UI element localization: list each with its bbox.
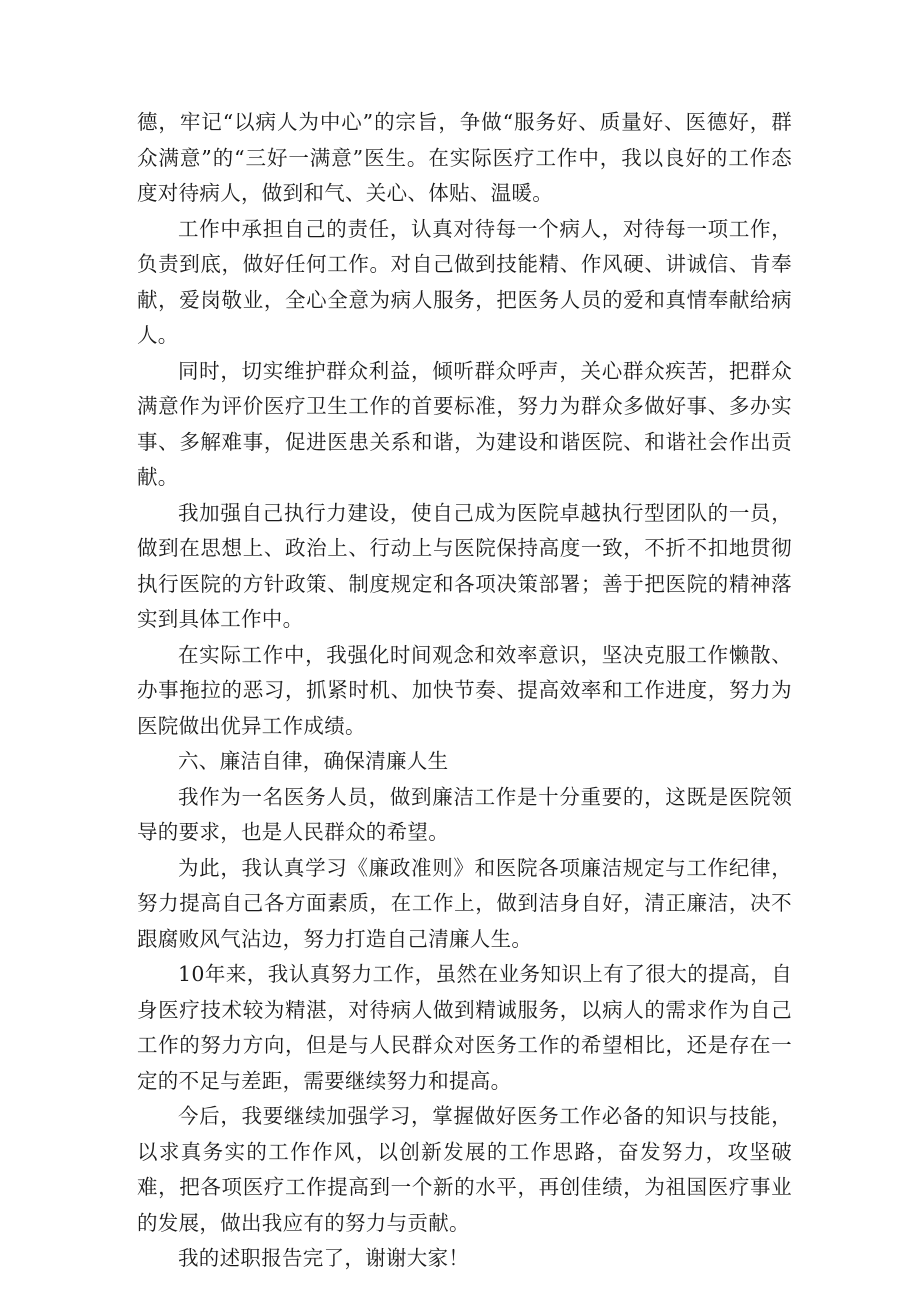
paragraph: 为此，我认真学习《廉政准则》和医院各项廉洁规定与工作纪律，努力提高自己各方面素质，在工作上，做到洁身自好，清正廉洁，决不跟腐败风气沾边，努力打造自己清廉人生。 (137, 855, 792, 951)
paragraph: 10年来，我认真努力工作，虽然在业务知识上有了很大的提高，自身医疗技术较为精湛，对待病人做到精诚服务，以病人的需求作为自己工作的努力方向，但是与人民群众对医务工作的希望相比，还是存在一定的不足与差距，需要继续努力和提高。 (137, 962, 792, 1093)
paragraph: 在实际工作中，我强化时间观念和效率意识，坚决克服工作懒散、办事拖拉的恶习，抓紧时机、加快节奏、提高效率和工作进度，努力为医院做出优异工作成绩。 (137, 642, 792, 738)
paragraph: 我加强自己执行力建设，使自己成为医院卓越执行型团队的一员，做到在思想上、政治上、行动上与医院保持高度一致，不折不扣地贯彻执行医院的方针政策、制度规定和各项决策部署；善于把医院的精神落实到具体工作中。 (137, 500, 792, 631)
paragraph: 工作中承担自己的责任，认真对待每一个病人，对待每一项工作，负责到底，做好任何工作。对自己做到技能精、作风硬、讲诚信、肯奉献，爱岗敬业，全心全意为病人服务，把医务人员的爱和真情奉献给病人。 (137, 216, 792, 347)
paragraph: 我作为一名医务人员，做到廉洁工作是十分重要的，这既是医院领导的要求，也是人民群众的希望。 (137, 784, 792, 844)
paragraph: 同时，切实维护群众利益，倾听群众呼声，关心群众疾苦，把群众满意作为评价医疗卫生工作的首要标准，努力为群众多做好事、多办实事、多解难事，促进医患关系和谐，为建设和谐医院、和谐社会作出贡献。 (137, 358, 792, 489)
closing-line: 我的述职报告完了，谢谢大家！ (178, 1246, 470, 1270)
paragraph: 今后，我要继续加强学习，掌握做好医务工作必备的知识与技能，以求真务实的工作作风，以创新发展的工作思路，奋发努力，攻坚破难，把各项医疗工作提高到一个新的水平，再创佳绩，为祖国医疗事业的发展，做出我应有的努力与贡献。 (137, 1104, 792, 1235)
section-heading: 六、廉洁自律，确保清廉人生 (178, 749, 449, 773)
document-body (137, 105, 792, 1277)
paragraph-continuation: 德，牢记“以病人为中心”的宗旨，争做“服务好、质量好、医德好，群众满意”的“三好一满意”医生。在实际医疗工作中，我以良好的工作态度对待病人，做到和气、关心、体贴、温暖。 (137, 110, 792, 205)
